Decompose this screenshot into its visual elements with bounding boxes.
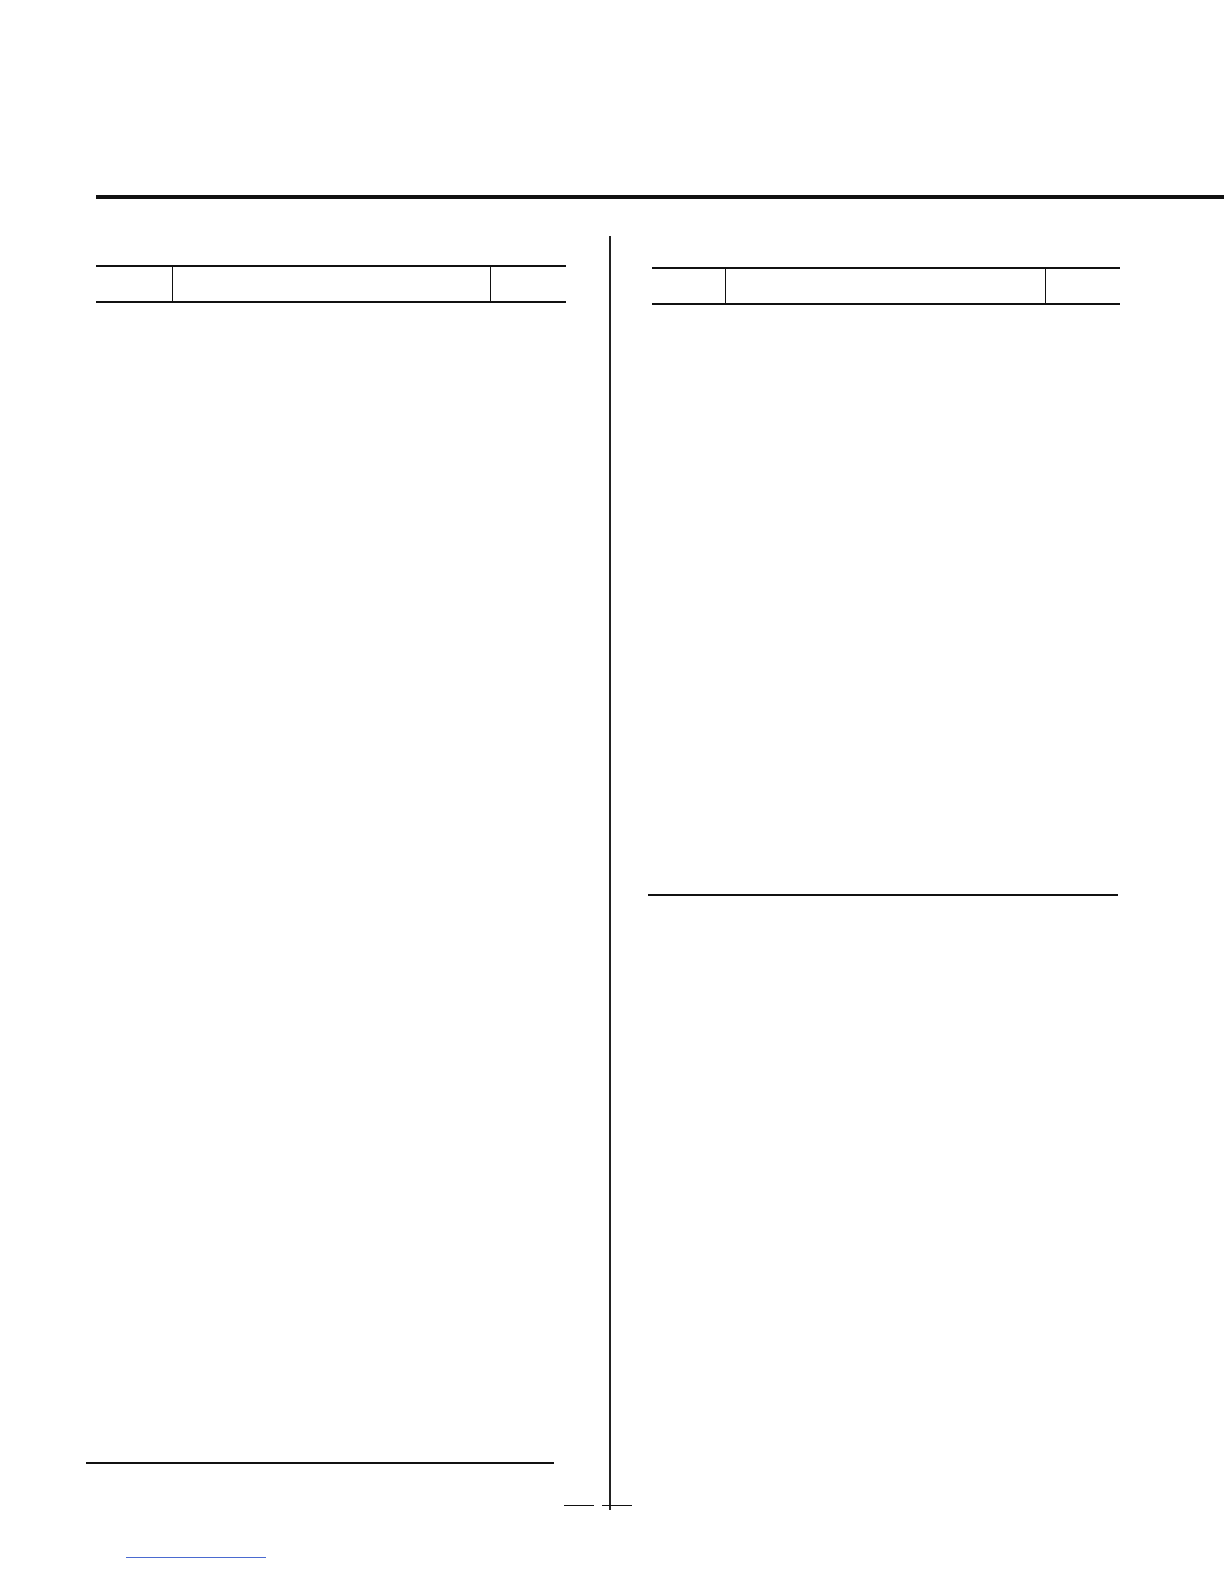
column-legend	[1086, 172, 1118, 189]
footer-line	[126, 1557, 266, 1558]
right-table-bottom-rule	[648, 894, 1118, 896]
header-z	[1046, 269, 1120, 303]
table-header	[652, 267, 1120, 305]
column-divider	[609, 236, 611, 1510]
header-x	[652, 269, 725, 303]
header-x	[96, 267, 172, 301]
page-number	[560, 1496, 636, 1514]
left-table-bottom-rule	[86, 1462, 554, 1464]
header-y	[173, 267, 489, 301]
table-header	[96, 265, 566, 303]
title-divider	[96, 195, 1224, 199]
header-z	[491, 267, 566, 301]
header-y	[726, 269, 1044, 303]
